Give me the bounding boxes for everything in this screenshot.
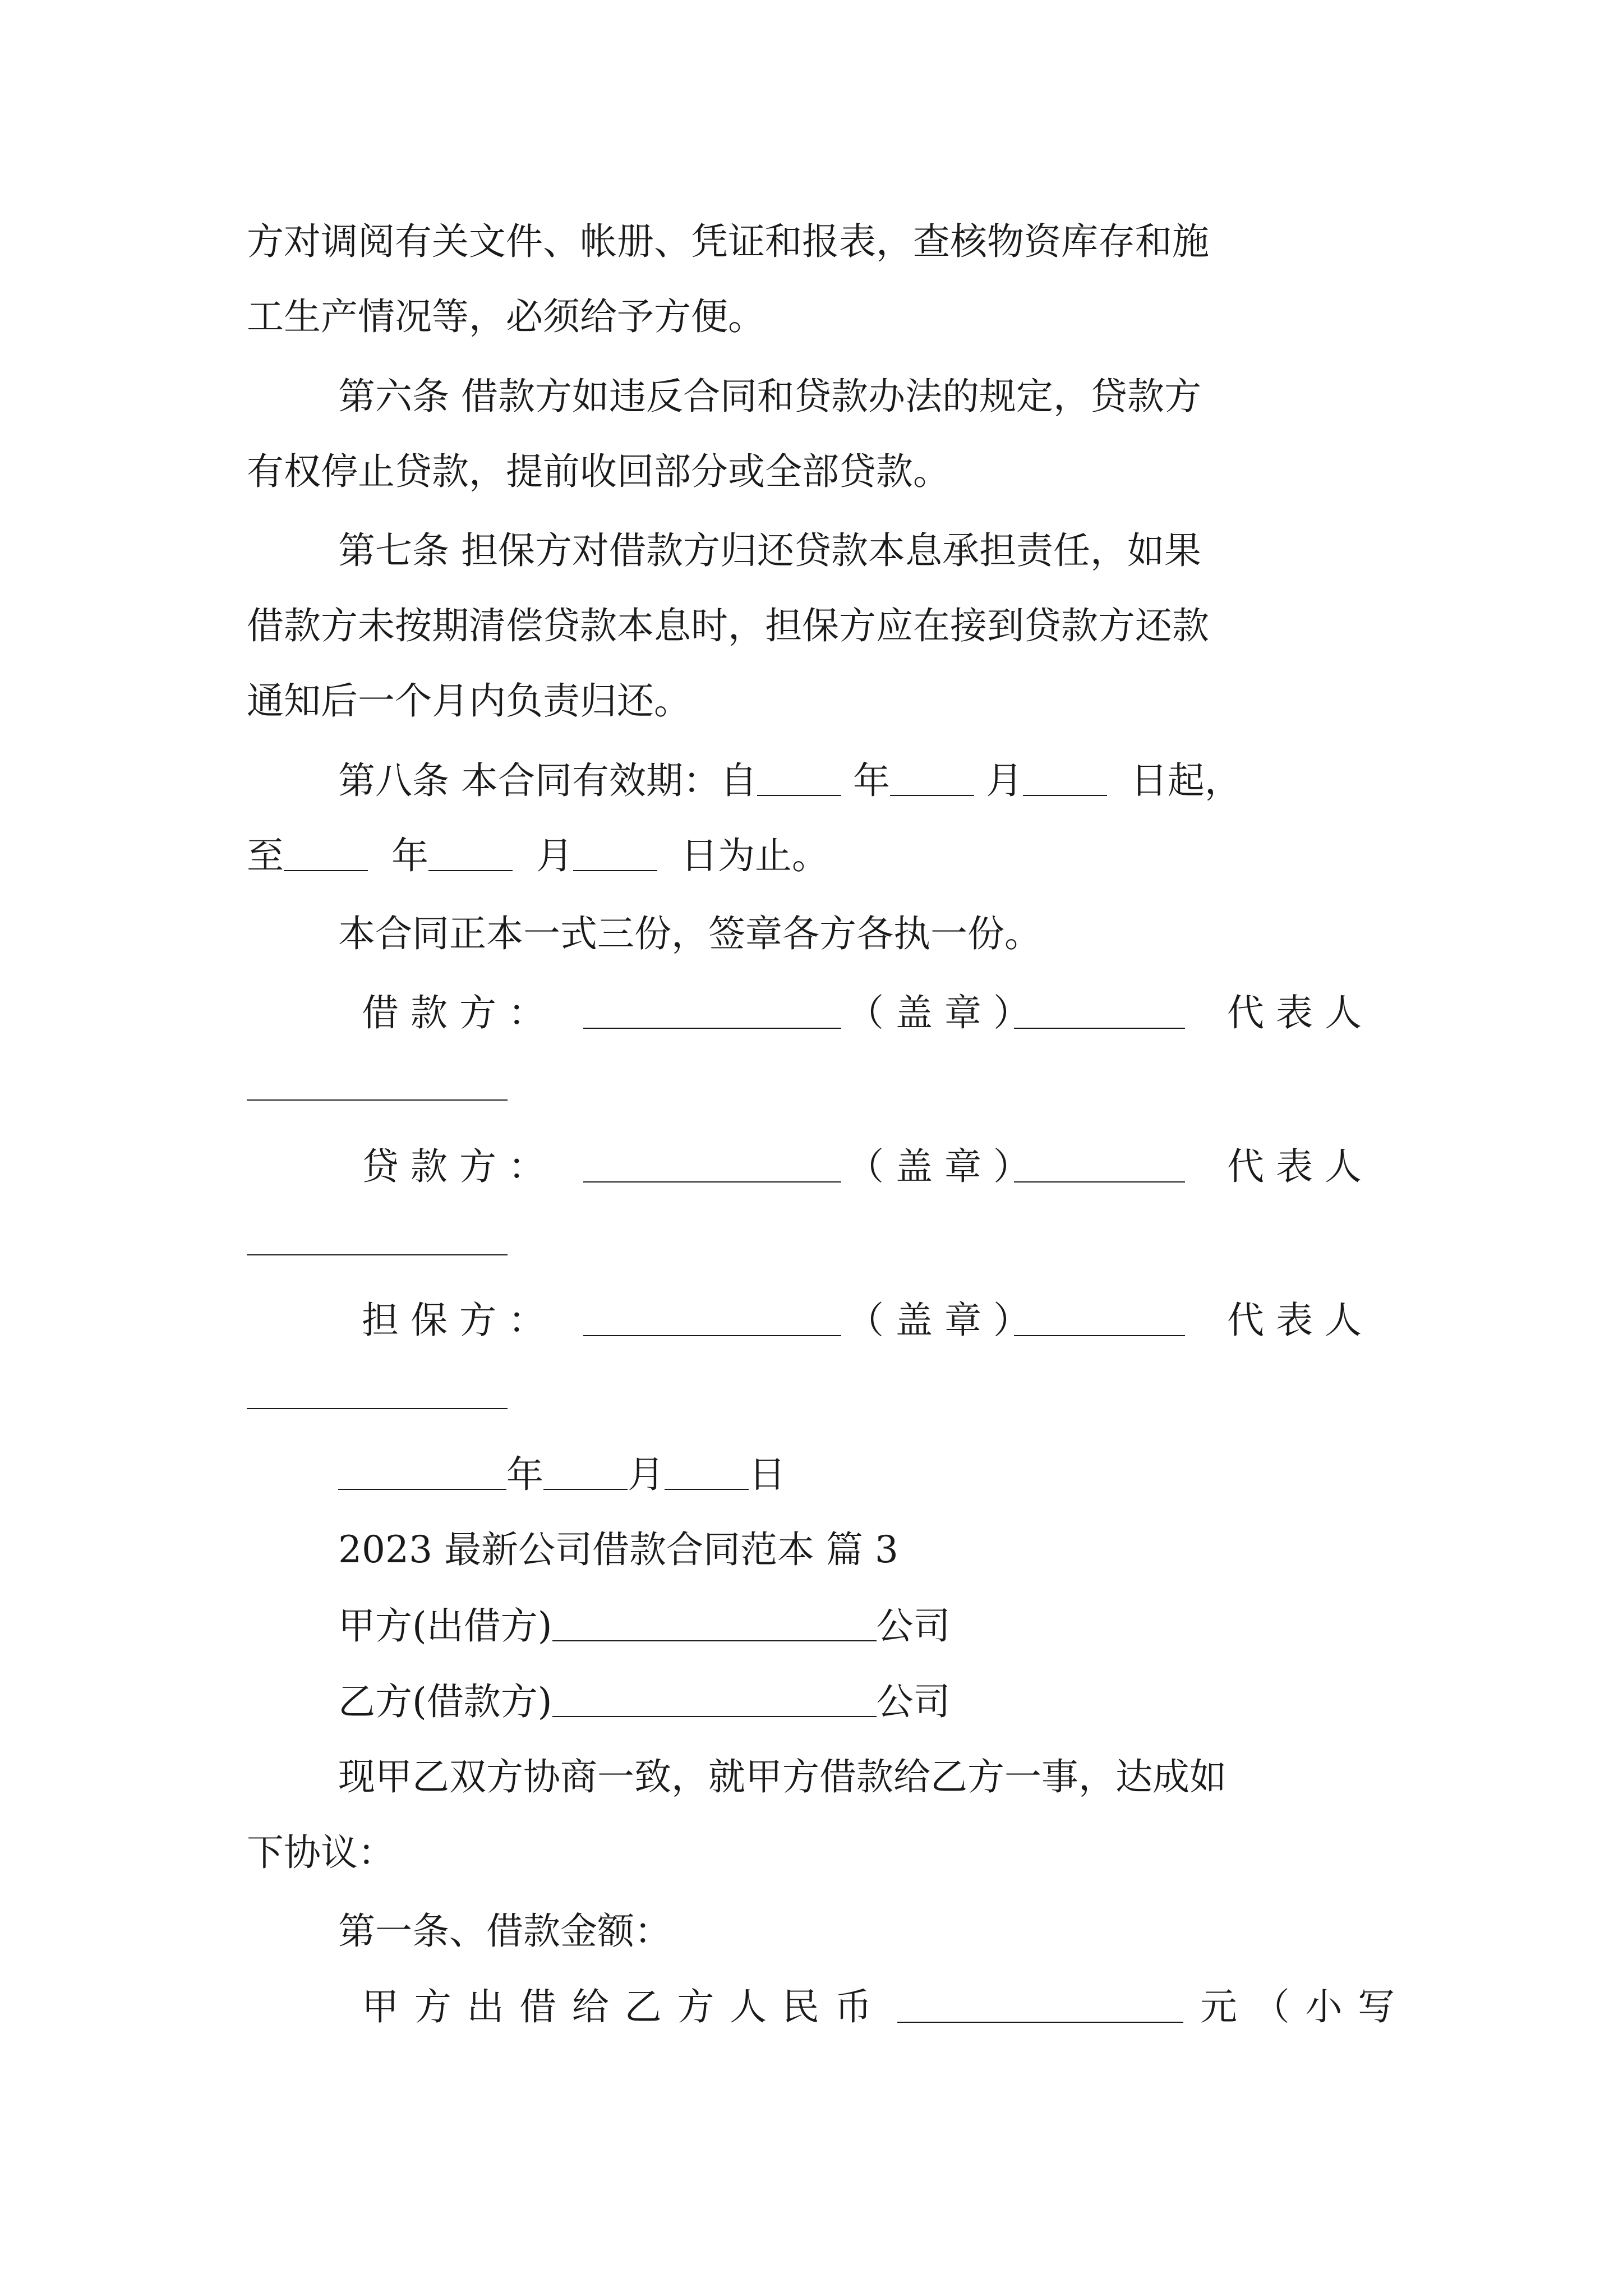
body-line: 有权停止贷款，提前收回部分或全部贷款。 [247, 450, 950, 493]
blank-field[interactable] [552, 1683, 877, 1717]
body-line: 借款方未按期清偿贷款本息时，担保方应在接到贷款方还款 [247, 604, 1209, 647]
seal-label: （ 盖 章 ） [847, 991, 1030, 1034]
blank-field[interactable] [1014, 1181, 1185, 1182]
term-month: 月 [985, 759, 1023, 803]
party-a-label: 甲方(出借方) [338, 1604, 552, 1648]
section-title: 2023 最新公司借款合同范本 篇 3 [338, 1528, 898, 1571]
representative-label: 代 表 人 [1227, 1145, 1362, 1188]
party-a-suffix: 公司 [876, 1604, 951, 1648]
term-day-from: 日起， [1130, 759, 1242, 803]
blank-field[interactable] [890, 762, 974, 796]
representative-label: 代 表 人 [1227, 991, 1362, 1034]
blank-field[interactable] [1014, 1335, 1185, 1336]
seal-label: （ 盖 章 ） [847, 1299, 1030, 1342]
blank-field[interactable] [757, 762, 841, 796]
party-a-line [338, 1604, 951, 1648]
term-day-to: 日为止。 [680, 834, 829, 878]
representative-label: 代 表 人 [1227, 1299, 1362, 1342]
date-year: 年 [506, 1453, 543, 1497]
article-seven-line: 第七条 担保方对借款方归还贷款本息承担责任，如果 [338, 529, 1201, 572]
blank-field[interactable] [552, 1607, 877, 1641]
body-line: 工生产情况等，必须给予方便。 [247, 295, 765, 338]
blank-field[interactable] [338, 1456, 506, 1490]
blank-field[interactable] [543, 1456, 628, 1490]
blank-field[interactable] [583, 1181, 841, 1182]
blank-field[interactable] [247, 1254, 508, 1255]
party-b-label: 乙方(借款方) [338, 1680, 552, 1724]
term-year: 年 [852, 759, 890, 803]
blank-field[interactable] [247, 1099, 508, 1101]
blank-field[interactable] [1014, 1028, 1185, 1029]
term-month: 月 [536, 834, 573, 878]
article-eight-line [338, 759, 1242, 803]
date-line [338, 1453, 786, 1497]
body-line: 方对调阅有关文件、帐册、凭证和报表，查核物资库存和施 [247, 220, 1209, 263]
date-day: 日 [749, 1453, 786, 1497]
blank-field[interactable] [583, 1028, 841, 1029]
date-month: 月 [628, 1453, 665, 1497]
party-b-line [338, 1680, 951, 1724]
agreement-line: 现甲乙双方协商一致，就甲方借款给乙方一事，达成如 [338, 1755, 1227, 1798]
blank-field[interactable] [583, 1335, 841, 1336]
blank-field[interactable] [284, 837, 368, 871]
blank-field[interactable] [428, 837, 513, 871]
seal-label: （ 盖 章 ） [847, 1145, 1030, 1188]
body-line: 通知后一个月内负责归还。 [247, 679, 691, 723]
party-guarantor-label: 担 保 方 ： [362, 1299, 545, 1342]
blank-field[interactable] [247, 1408, 508, 1409]
article-six-line: 第六条 借款方如违反合同和贷款办法的规定，贷款方 [338, 375, 1201, 418]
amount-unit: 元（小写 [1200, 1985, 1410, 2028]
blank-field[interactable] [1023, 762, 1107, 796]
blank-field[interactable] [897, 2022, 1183, 2023]
agreement-line: 下协议： [247, 1831, 395, 1874]
party-b-suffix: 公司 [876, 1680, 951, 1724]
term-end-line [247, 834, 829, 878]
blank-field[interactable] [665, 1456, 749, 1490]
blank-field[interactable] [573, 837, 657, 871]
term-year: 年 [391, 834, 428, 878]
party-lender-label: 贷 款 方 ： [362, 1145, 545, 1188]
term-label: 第八条 本合同有效期：自 [338, 759, 757, 803]
term-to: 至 [247, 834, 284, 878]
amount-label: 甲方出借给乙方人民币 [362, 1985, 888, 2028]
copies-line: 本合同正本一式三份，签章各方各执一份。 [338, 912, 1041, 955]
party-borrower-label: 借 款 方 ： [362, 991, 545, 1034]
article-one-title: 第一条、借款金额： [338, 1910, 671, 1953]
